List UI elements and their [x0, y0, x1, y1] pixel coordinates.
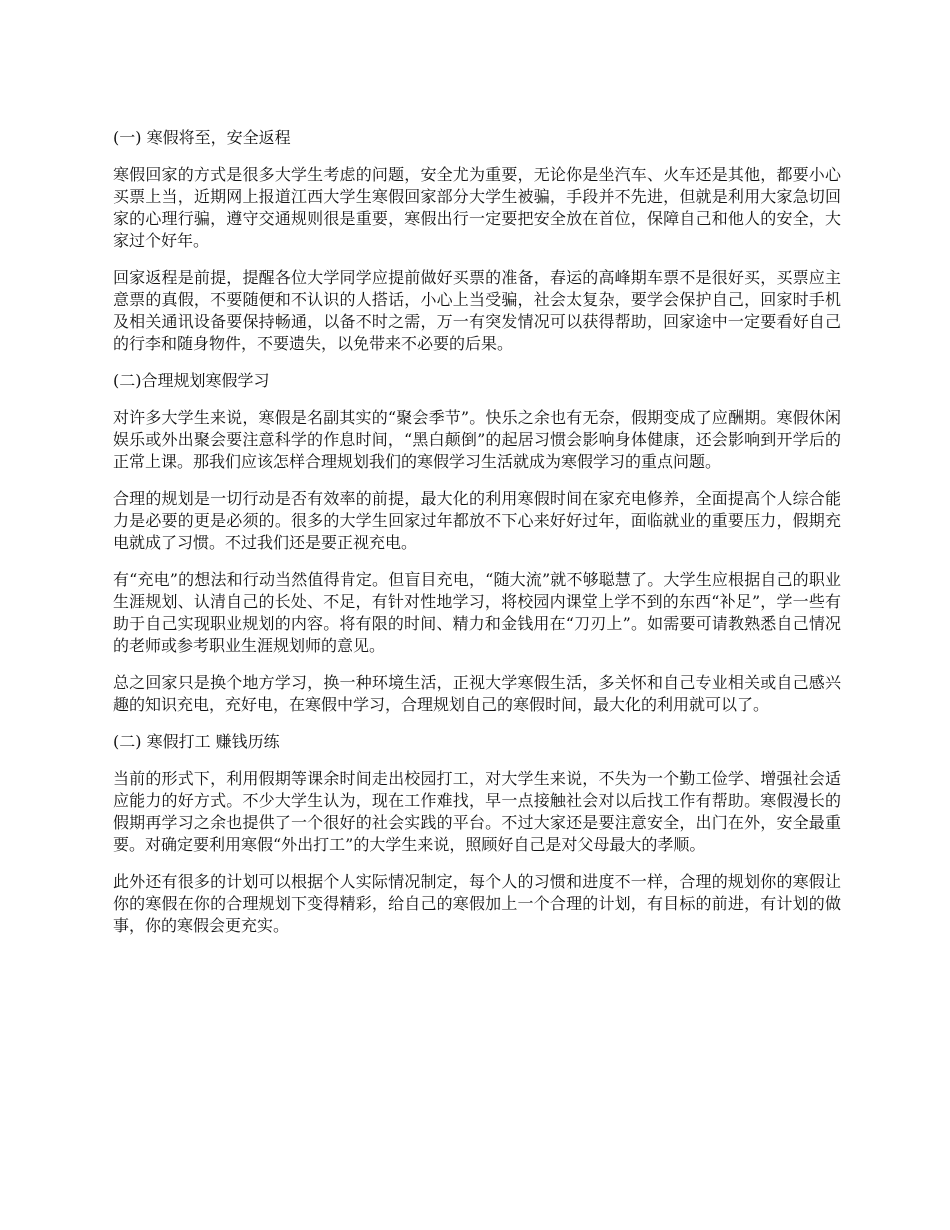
section-heading-study-plan: (二)合理规划寒假学习 — [113, 371, 270, 390]
paragraph: 对许多大学生来说，寒假是名副其实的“聚会季节”。快乐之余也有无奈，假期变成了应酬期。寒假休闲娱乐或外出聚会要注意科学的作息时间，“黑白颠倒”的起居习惯会影响身体健康，还会影响到开学后的正常上课。那我们应该怎样合理规划我们的寒假学习生活就成为寒假学习的重点问题。 — [113, 408, 841, 471]
paragraph: 合理的规划是一切行动是否有效率的前提，最大化的利用寒假时间在家充电修养，全面提高个人综合能力是必要的更是必须的。很多的大学生回家过年都放不下心来好好过年，面临就业的重要压力，假期充电就成了习惯。不过我们还是要正视充电。 — [113, 489, 841, 552]
document-page — [113, 127, 841, 952]
paragraph: 当前的形式下，利用假期等课余时间走出校园打工，对大学生来说，不失为一个勤工俭学、增强社会适应能力的好方式。不少大学生认为，现在工作难找，早一点接触社会对以后找工作有帮助。寒假漫长的假期再学习之余也提供了一个很好的社会实践的平台。不过大家还是要注意安全，出门在外，安全最重要。对确定要利用寒假“外出打工”的大学生来说，照顾好自己是对父母最大的孝顺。 — [113, 769, 841, 854]
section-heading-safety: (一) 寒假将至，安全返程 — [113, 128, 291, 147]
paragraph: 回家返程是前提，提醒各位大学同学应提前做好买票的准备，春运的高峰期车票不是很好买，买票应主意票的真假，不要随便和不认识的人搭话，小心上当受骗，社会太复杂，要学会保护自己，回家时手机及相关通讯设备要保持畅通，以备不时之需，万一有突发情况可以获得帮助，回家途中一定要看好自己的行李和随身物件，不要遗失，以免带来不必要的后果。 — [113, 268, 841, 353]
section-heading-part-time-work: (二) 寒假打工 赚钱历练 — [113, 732, 280, 751]
paragraph: 此外还有很多的计划可以根据个人实际情况制定，每个人的习惯和进度不一样，合理的规划你的寒假让你的寒假在你的合理规划下变得精彩，给自己的寒假加上一个合理的计划，有目标的前进，有计划的做事，你的寒假会更充实。 — [113, 872, 841, 935]
paragraph: 有“充电”的想法和行动当然值得肯定。但盲目充电，“随大流”就不够聪慧了。大学生应根据自己的职业生涯规划、认清自己的长处、不足，有针对性地学习，将校园内课堂上学不到的东西“补足”，学一些有助于自己实现职业规划的内容。将有限的时间、精力和金钱用在“刀刃上”。如需要可请教熟悉自己情况的老师或参考职业生涯规划师的意见。 — [113, 570, 841, 655]
paragraph: 寒假回家的方式是很多大学生考虑的问题，安全尤为重要，无论你是坐汽车、火车还是其他，都要小心买票上当，近期网上报道江西大学生寒假回家部分大学生被骗，手段并不先进，但就是利用大家急切回家的心理行骗，遵守交通规则很是重要，寒假出行一定要把安全放在首位，保障自己和他人的安全，大家过个好年。 — [113, 165, 841, 250]
paragraph: 总之回家只是换个地方学习，换一种环境生活，正视大学寒假生活，多关怀和自己专业相关或自己感兴趣的知识充电，充好电，在寒假中学习，合理规划自己的寒假时间，最大化的利用就可以了。 — [113, 673, 841, 714]
